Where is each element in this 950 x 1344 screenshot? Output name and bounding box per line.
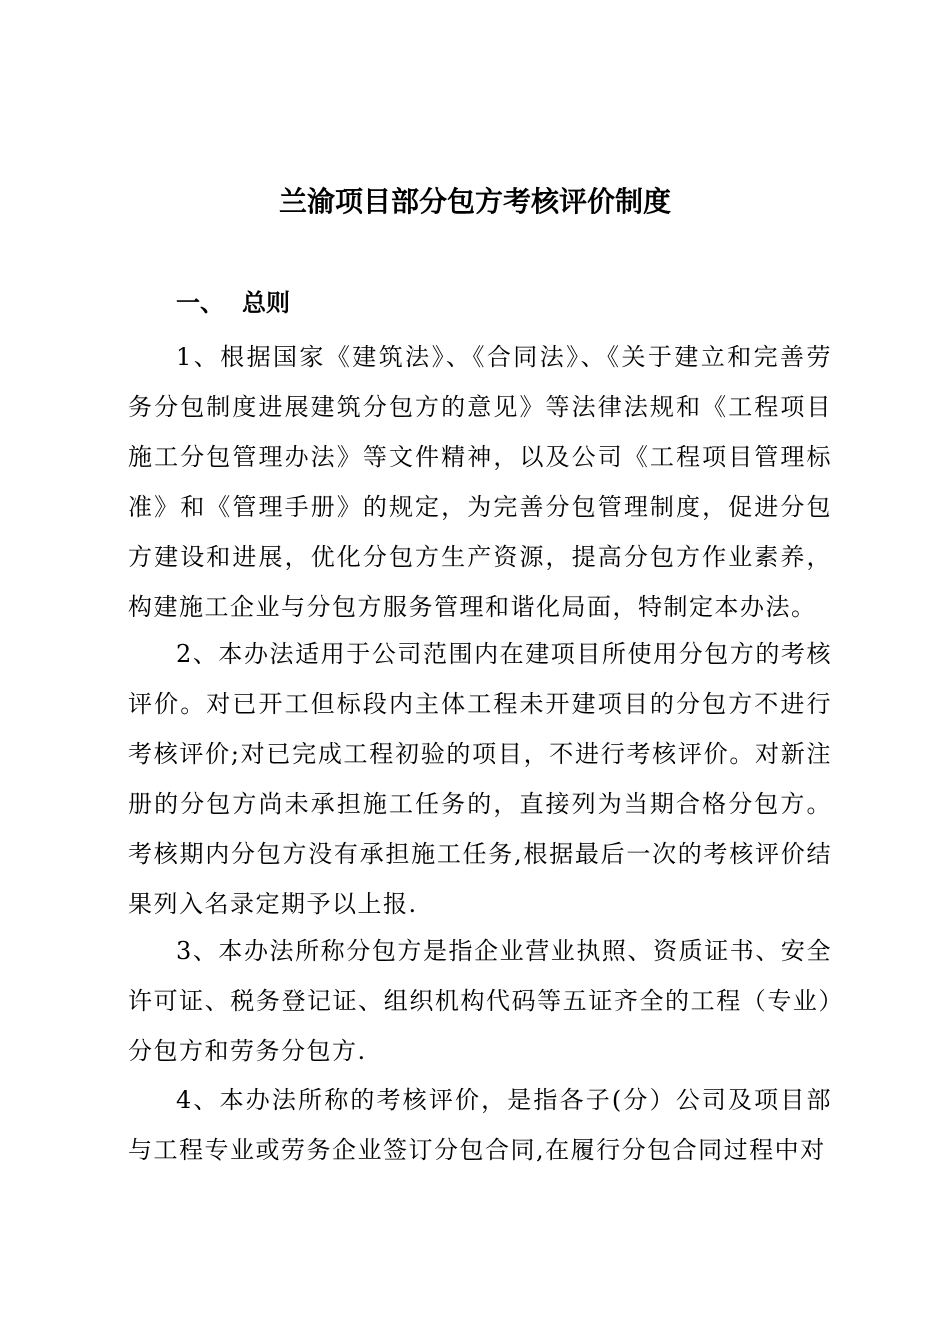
paragraph-4: 4、本办法所称的考核评价，是指各子(分）公司及项目部与工程专业或劳务企业签订分包合同,在履行分包合同过程中对 bbox=[128, 1086, 832, 1164]
section-heading-text: 总则 bbox=[242, 288, 290, 317]
paragraph-1: 1、根据国家《建筑法》、《合同法》、《关于建立和完善劳务分包制度进展建筑分包方的意见》等法律法规和《工程项目施工分包管理办法》等文件精神，以及公司《工程项目管理标准》和《管理手册》的规定，为完善分包管理制度，促进分包方建设和进展，优化分包方生产资源，提高分包方作业素养，构建施工企业与分包方服务管理和谐化局面，特制定本办法。 bbox=[128, 343, 832, 621]
paragraph-2: 2、本办法适用于公司范围内在建项目所使用分包方的考核评价。对已开工但标段内主体工程未开建项目的分包方不进行考核评价;对已完成工程初验的项目，不进行考核评价。对新注册的分包方尚未承担施工任务的，直接列为当期合格分包方。考核期内分包方没有承担施工任务,根据最后一次的考核评价结果列入名录定期予以上报. bbox=[128, 640, 832, 918]
section-heading bbox=[176, 283, 290, 323]
section-number: 一、 bbox=[176, 288, 224, 317]
document-title: 兰渝项目部分包方考核评价制度 bbox=[278, 185, 671, 218]
paragraph-3: 3、本办法所称分包方是指企业营业执照、资质证书、安全许可证、税务登记证、组织机构代码等五证齐全的工程（专业）分包方和劳务分包方. bbox=[128, 937, 832, 1065]
